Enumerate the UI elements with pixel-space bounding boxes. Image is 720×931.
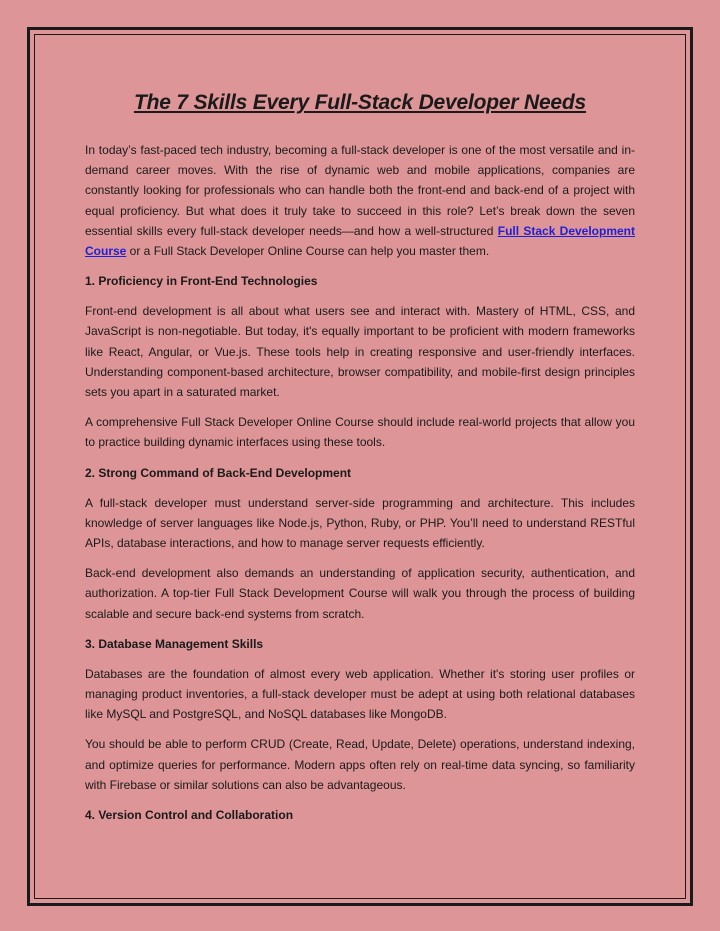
section-heading-back-end: 2. Strong Command of Back-End Development — [85, 465, 352, 480]
document-body — [85, 86, 635, 835]
intro-paragraph — [85, 140, 635, 261]
section-paragraph: Databases are the foundation of almost every web application. Whether it's storing user profiles or managing product inventories, a full-stack developer must be adept at using both relational databases like MySQL and PostgreSQL, and NoSQL databases like MongoDB. — [85, 666, 635, 722]
section-heading-version-control: 4. Version Control and Collaboration — [85, 808, 294, 823]
full-stack-course-link[interactable]: Full Stack Development Course — [85, 223, 636, 259]
intro-text-before-link: In today’s fast-paced tech industry, becoming a full-stack developer is one of the most versatile and in-demand career moves. With the rise of dynamic web and mobile applications, companies are constantly looking for professionals who can handle both the front-end and back-end of a project with equal proficiency. But what does it truly take to succeed in this role? Let’s break down the seven essential skills every full-stack developer needs—and how a well-structured — [85, 143, 635, 238]
section-heading-database: 3. Database Management Skills — [85, 636, 264, 651]
section-paragraph: Back-end development also demands an understanding of application security, authentication, and authorization. A top-tier Full Stack Development Course will walk you through the process of building scalable and secure back-end systems from scratch. — [85, 566, 635, 621]
section-paragraph: A comprehensive Full Stack Developer Online Course should include real-world projects that allow you to practice building dynamic interfaces using these tools. — [85, 415, 635, 450]
document-title: The 7 Skills Every Full-Stack Developer Needs — [133, 91, 587, 114]
section-paragraph: You should be able to perform CRUD (Create, Read, Update, Delete) operations, understand indexing, and optimize queries for performance. Modern apps often rely on real-time data syncing, so familiarity with Firebase or similar solutions can also be advantageous. — [85, 737, 635, 792]
section-paragraph: Front-end development is all about what users see and interact with. Mastery of HTML, CSS, and JavaScript is non-negotiable. But today, it's equally important to be proficient with modern frameworks like React, Angular, or Vue.js. These tools help in creating responsive and user-friendly interfaces. Understanding component-based architecture, browser compatibility, and mobile-first design principles sets you apart in a saturated market. — [85, 304, 635, 400]
section-heading-front-end: 1. Proficiency in Front-End Technologies — [85, 274, 318, 289]
intro-text-after-link: or a Full Stack Developer Online Course can help you master them. — [126, 244, 490, 259]
section-paragraph: A full-stack developer must understand server-side programming and architecture. This includes knowledge of server languages like Node.js, Python, Ruby, or PHP. You’ll need to understand RESTful APIs, database interactions, and how to manage server requests efficiently. — [85, 495, 635, 551]
